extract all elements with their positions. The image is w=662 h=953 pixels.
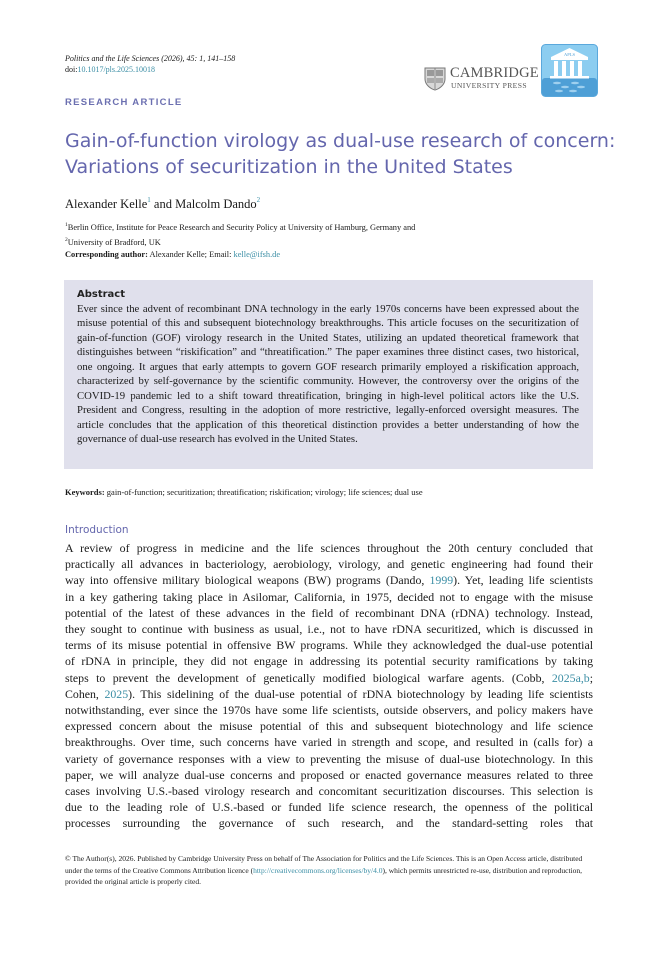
body-line bbox=[65, 686, 593, 702]
author-name: Alexander Kelle bbox=[65, 197, 148, 211]
license-link[interactable]: http://creativecommons.org/licenses/by/4.0 bbox=[253, 865, 383, 875]
cambridge-shield-icon bbox=[424, 67, 446, 91]
author-name: Malcolm Dando bbox=[175, 197, 257, 211]
affiliation-mark: 2 bbox=[65, 237, 68, 243]
license-text-before: © The Author(s), 2026. Published by Cambridge University Press on behalf of The Association for Politics and the Life Sciences. This is an Open Access article, distributed under the terms of the Creative Commons Attribution licence ( bbox=[65, 854, 583, 875]
body-text-segment: cases involving U.S.-based virology research and concomitant securitization discourses. This selection is bbox=[65, 784, 593, 799]
apls-label: APLS bbox=[563, 52, 576, 57]
cup-logo-line2: UNIVERSITY PRESS bbox=[451, 81, 527, 90]
affiliation-marker[interactable]: 2 bbox=[256, 196, 261, 204]
body-text-segment: A review of progress in medicine and the life sciences throughout the 20th century concluded that bbox=[65, 541, 593, 555]
doi-line bbox=[65, 64, 155, 75]
body-text-segment: steps to prevent the development of genetically modified biological warfare agents. (Cobb, bbox=[65, 670, 552, 685]
cup-logo-line1: CAMBRIDGE bbox=[450, 65, 539, 81]
doi-link[interactable]: 10.1017/pls.2025.10018 bbox=[77, 65, 156, 74]
body-line bbox=[65, 589, 593, 605]
keywords bbox=[65, 487, 423, 498]
body-line bbox=[65, 540, 593, 556]
body-line bbox=[65, 718, 593, 734]
body-text-segment: of rDNA in principle, they did not engage in addressing its potential security ramifications by taking bbox=[65, 654, 593, 669]
affiliation-mark: 1 bbox=[65, 222, 68, 228]
body-text-segment: practically all advances in bacteriology, aerobiology, virology, and genetic engineering had found their bbox=[65, 557, 593, 572]
apls-temple-icon bbox=[541, 44, 598, 97]
body-line bbox=[65, 767, 593, 783]
abstract-box bbox=[64, 280, 593, 469]
body-line bbox=[65, 751, 593, 767]
body-text-segment: Cohen, bbox=[65, 686, 105, 701]
citation-link[interactable]: 2025 bbox=[104, 686, 129, 701]
affiliation-item bbox=[65, 234, 415, 249]
body-text-segment: expressed concern about the misuse potential of this and subsequent biotechnology and life science bbox=[65, 719, 593, 734]
title-line-1: Gain-of-function virology as dual-use research of concern: bbox=[65, 130, 616, 152]
body-text-segment: ). Yet, leading life scientists bbox=[453, 573, 593, 588]
body-text-segment: processes surrounding the governance of such research, and the standard-setting roles that bbox=[65, 816, 593, 831]
body-line bbox=[65, 702, 593, 718]
keywords-label: Keywords: bbox=[65, 487, 105, 497]
affiliation-text: Berlin Office, Institute for Peace Research and Security Policy at University of Hamburg, Germany and bbox=[67, 223, 416, 232]
corresponding-author bbox=[65, 249, 415, 261]
article-title bbox=[65, 128, 616, 180]
journal-citation: Politics and the Life Sciences (2026), 45: 1, 141–158 bbox=[65, 54, 236, 63]
affiliation-text: University of Bradford, UK bbox=[67, 238, 161, 247]
corresponding-label: Corresponding author: bbox=[65, 250, 148, 259]
body-text-segment: paper, we will analyze dual-use concerns and proposed or enacted governance measures related to three bbox=[65, 767, 593, 782]
body-line bbox=[65, 572, 593, 588]
citation-link[interactable]: 2025a,b bbox=[551, 670, 590, 685]
title-line-2: Variations of securitization in the United States bbox=[65, 156, 513, 178]
keywords-text: gain-of-function; securitization; threatification; riskification; virology; life sciences; dual use bbox=[104, 487, 423, 497]
introduction-body bbox=[65, 540, 593, 832]
body-text-segment: ; bbox=[589, 670, 593, 685]
license-text-after: ), which permits unrestricted re-use, distribution and reproduction, provided the original article is properly cited. bbox=[65, 865, 583, 886]
author-joiner: and bbox=[150, 197, 176, 211]
body-line bbox=[65, 734, 593, 750]
affiliation-item bbox=[65, 219, 415, 234]
body-text-segment: breakthroughs. Over time, such concerns have varied in strength and scope, and resulted in (calls for) a bbox=[65, 735, 593, 750]
body-line bbox=[65, 783, 593, 799]
abstract-heading: Abstract bbox=[77, 289, 126, 300]
body-text-segment: they sought to continue with business as usual, i.e., not to have rDNA securitized, which is discussed in bbox=[65, 622, 593, 637]
body-text-segment: variety of governance responses with a view to preventing the misuse of dual-use biotechnology. In this bbox=[65, 751, 593, 766]
body-text-segment: ). This sidelining of the dual-use potential of rDNA biotechnology by leading life scientists bbox=[128, 686, 593, 701]
body-line bbox=[65, 637, 593, 653]
body-line bbox=[65, 605, 593, 621]
article-type-label: RESEARCH ARTICLE bbox=[65, 97, 183, 108]
affiliations bbox=[65, 219, 415, 261]
abstract-text: Ever since the advent of recombinant DNA technology in the early 1970s concerns have been expressed about the misuse potential of this and subsequent biotechnology breakthroughs. This article focuses on the securitization of gain-of-function (GOF) virology research in the United States, utilizing an updated theoretical framework that distinguishes between “riskification” and “threatification.” The paper examines three distinct cases, two historical, one ongoing. It argues that early attempts to govern GOF research primarily employed a riskification approach, characterized by self-governance by the scientific community. However, the controversy over the origins of the COVID-19 pandemic led to a shift toward threatification, bringing in high-level political actors like the U.S. President and Congress, resulting in the adoption of more restrictive, legally-enforced oversight measures. The article concludes that the application of this theoretical distinction provides a better understanding of how the governance of dual-use research has evolved in the United States. bbox=[77, 303, 579, 446]
license-footnote bbox=[65, 853, 595, 888]
body-line bbox=[65, 621, 593, 637]
body-text-segment: terms of its misuse potential in offensive BW programs. While they acknowledged the dual-use potential bbox=[65, 638, 593, 653]
corresponding-text: Alexander Kelle; Email: bbox=[147, 250, 234, 259]
body-line bbox=[65, 815, 593, 831]
body-line bbox=[65, 799, 593, 815]
body-text-segment: potential of the latest of these advances in the field of recombinant DNA (rDNA) technology. Instead, bbox=[65, 605, 593, 620]
email-link[interactable]: kelle@ifsh.de bbox=[233, 250, 281, 259]
cambridge-university-press-logo bbox=[424, 65, 539, 94]
citation-link[interactable]: 1999 bbox=[429, 573, 454, 588]
body-line bbox=[65, 670, 593, 686]
author-list bbox=[65, 193, 260, 212]
body-text-segment: due to the leading role of U.S.-based or funded life science research, the openness of the political bbox=[65, 800, 593, 815]
body-text-segment: notwithstanding, ever since the 1970s have some life scientists, outside observers, and policy makers have bbox=[65, 703, 593, 718]
body-text-segment: way into offensive military biological weapons (BW) programs (Dando, bbox=[65, 573, 430, 588]
body-line bbox=[65, 653, 593, 669]
affiliation-marker[interactable]: 1 bbox=[147, 196, 151, 204]
body-line bbox=[65, 556, 593, 572]
introduction-heading: Introduction bbox=[65, 524, 129, 536]
body-text-segment: in a key gathering taking place in Asilomar, California, in 1975, decided not to engage with the misuse bbox=[65, 589, 593, 604]
doi-prefix: doi: bbox=[65, 65, 78, 74]
